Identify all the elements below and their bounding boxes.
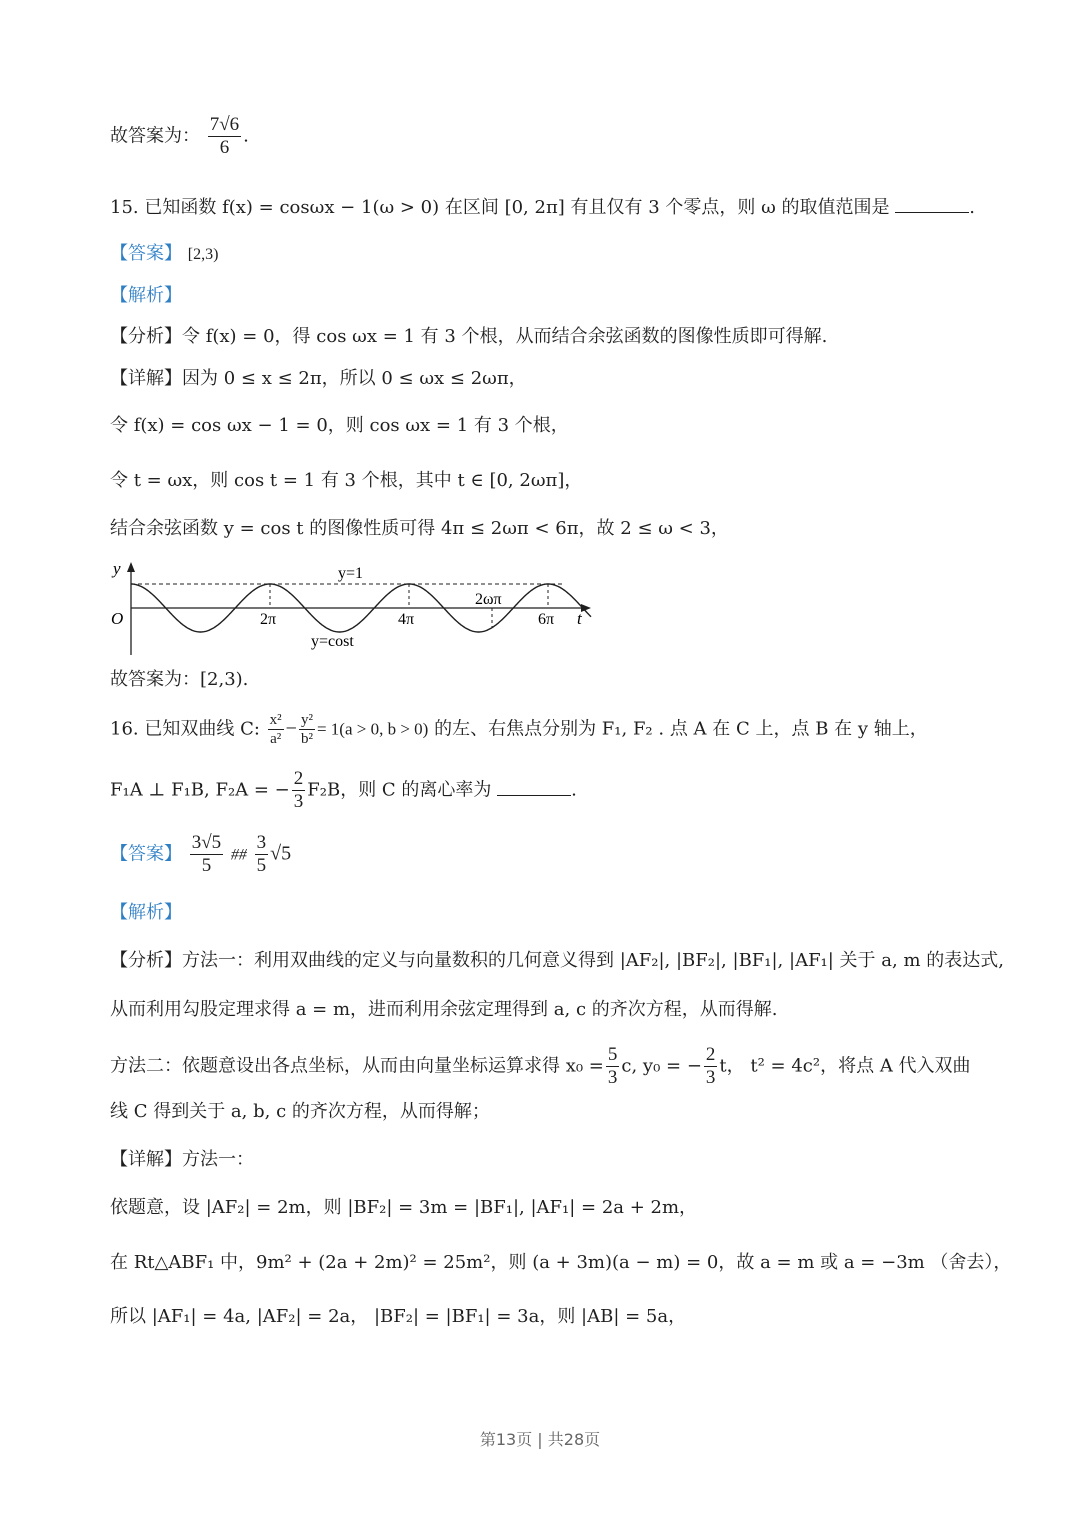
frac-den: 3	[705, 1067, 716, 1088]
frac-num: 2	[293, 768, 304, 789]
fenxi-15	[110, 324, 827, 350]
frac-num: 3	[256, 832, 267, 853]
final-answer-text: 故答案为：[2,3).	[110, 669, 249, 690]
frac-five-thirds	[606, 1044, 620, 1089]
question-16-line-1	[110, 711, 928, 748]
frac-num: 2	[705, 1044, 716, 1065]
answer-root: √5	[270, 842, 292, 865]
tick-label-2pi: 2π	[260, 611, 277, 628]
analysis-tag: 【解析】	[110, 285, 182, 306]
fenxi-text: t， t² = 4c²，将点 A 代入双曲	[719, 1055, 971, 1077]
frac-den: b²	[300, 731, 313, 747]
answer-prefix: 故答案为：	[110, 125, 200, 147]
answer-fraction-1	[190, 832, 223, 877]
question-text: 已知函数 f(x) = cosωx − 1(ω > 0) 在区间 [0, 2π] 有且仅有 3 个零点，则 ω 的取值范围是	[144, 197, 890, 218]
question-number: 15.	[110, 197, 139, 218]
tick-label-4pi: 4π	[398, 611, 415, 628]
frac-den: 5	[201, 855, 212, 876]
frac-den: 6	[219, 137, 230, 158]
frac-num: 5	[607, 1044, 618, 1065]
frac-den: 5	[256, 855, 267, 876]
fenxi-text: 从而利用勾股定理求得 a = m，进而利用余弦定理得到 a, c 的齐次方程，从而得解.	[110, 999, 778, 1020]
analysis-tag: 【解析】	[110, 902, 182, 923]
fenxi-tag: 【分析】	[110, 950, 182, 971]
xiangjie-tag: 【详解】	[110, 1149, 182, 1170]
frac-den: 3	[607, 1067, 618, 1088]
answer-row-15	[110, 241, 218, 268]
answer-blank	[497, 777, 571, 796]
frac-two-thirds	[292, 768, 306, 813]
fenxi-text: c, y₀ = −	[621, 1055, 702, 1077]
t-axis-label: t	[577, 609, 582, 628]
frac-num: 3√5	[191, 832, 222, 853]
frac-den: 3	[293, 791, 304, 812]
detail-16-3	[110, 1304, 686, 1330]
fenxi-text: 方法一：利用双曲线的定义与向量数积的几何意义得到 |AF₂|, |BF₂|, |BF₁|, |AF₁| 关于 a, m 的表达式,	[182, 950, 1004, 971]
answer-line-14: 故答案为： $\frac{7√6}{6}$ .	[110, 114, 249, 158]
detail-text: 令 f(x) = cos ωx − 1 = 0，则 cos ωx = 1 有 3 个根，	[110, 415, 569, 436]
fenxi-text: 方法二：依题意设出各点坐标，从而由向量坐标运算求得 x₀ =	[110, 1055, 604, 1077]
question-16-line-2: F₁A ⊥ F₁B, F₂A = − $\frac{2}{3}$ F₂B，则 C 的离心率为 .	[110, 768, 577, 812]
hyp-frac-y	[299, 711, 315, 748]
question-15: 15. 已知函数 f(x) = cosωx − 1(ω > 0) 在区间 [0, 2π] 有且仅有 3 个零点，则 ω 的取值范围是 .	[110, 194, 975, 221]
hyp-rest: = 1(a > 0, b > 0)	[316, 719, 429, 739]
hyp-frac-x	[268, 711, 284, 748]
detail-text: 方法一：	[182, 1149, 254, 1170]
answer-row-16	[110, 832, 291, 877]
answer-value: [2,3)	[187, 246, 219, 263]
frac-den: a²	[270, 731, 282, 747]
y-axis-label: y	[113, 560, 121, 578]
fenxi-text: 线 C 得到关于 a, b, c 的齐次方程，从而得解；	[110, 1101, 490, 1122]
cos-label: y=cost	[311, 633, 354, 650]
cosine-graph	[105, 560, 605, 660]
tick-label-2wpi: 2ωπ	[475, 591, 502, 608]
xiangjie-tag: 【详解】	[110, 368, 182, 389]
tick-label-6pi: 6π	[538, 611, 555, 628]
fenxi-text: 令 f(x) = 0，得 cos ωx = 1 有 3 个根，从而结合余弦函数的图像性质即可得解.	[182, 326, 828, 347]
answer-tag: 【答案】	[110, 243, 182, 264]
question-text: F₁A ⊥ F₁B, F₂A = −	[110, 779, 290, 801]
y-axis-arrow	[127, 562, 135, 572]
frac-num: y²	[300, 712, 313, 728]
answer-tag: 【答案】	[110, 843, 182, 865]
frac-two-thirds-b	[704, 1044, 718, 1089]
detail-text: 依题意，设 |AF₂| = 2m，则 |BF₂| = 3m = |BF₁|, |AF₁| = 2a + 2m，	[110, 1197, 698, 1218]
detail-15-1	[110, 366, 527, 392]
fenxi-16-2	[110, 997, 777, 1023]
origin-label: O	[111, 609, 124, 628]
frac-num: x²	[269, 712, 282, 728]
detail-text: 所以 |AF₁| = 4a, |AF₂| = 2a， |BF₂| = |BF₁| = 3a，则 |AB| = 5a，	[110, 1306, 687, 1327]
detail-text: 在 Rt△ABF₁ 中，9m² + (2a + 2m)² = 25m²，则 (a + 3m)(a − m) = 0，故 a = m 或 a = −3m （舍去），	[110, 1252, 1012, 1273]
detail-15-3	[110, 468, 582, 494]
fenxi-tag: 【分析】	[110, 326, 182, 347]
page-footer: 第13页 | 共28页	[479, 1430, 601, 1449]
detail-16-2	[110, 1250, 1011, 1276]
detail-text: 结合余弦函数 y = cos t 的图像性质可得 4π ≤ 2ωπ < 6π，故 2 ≤ ω < 3，	[110, 518, 729, 539]
answer-fraction	[208, 114, 241, 159]
question-text: F₂B，则 C 的离心率为	[307, 779, 492, 801]
answer-blank	[895, 194, 969, 213]
detail-text: 因为 0 ≤ x ≤ 2π，所以 0 ≤ ωx ≤ 2ωπ，	[182, 368, 527, 389]
detail-16-1	[110, 1195, 697, 1221]
minus-sign: −	[285, 717, 297, 740]
answer-separator: ##	[230, 846, 247, 864]
detail-15-2	[110, 413, 569, 439]
frac-num: 7√6	[209, 114, 240, 135]
fenxi-16-1	[110, 948, 1004, 974]
question-text: 的左、右焦点分别为 F₁, F₂ . 点 A 在 C 上，点 B 在 y 轴上，	[434, 718, 928, 740]
question-text: 已知双曲线 C:	[144, 718, 260, 740]
question-number: 16.	[110, 718, 139, 740]
detail-15-4	[110, 516, 729, 542]
answer-fraction-2	[255, 832, 269, 877]
detail-text: 令 t = ωx，则 cos t = 1 有 3 个根，其中 t ∈ [0, 2ωπ]，	[110, 470, 583, 491]
fenxi-16-4	[110, 1099, 490, 1125]
analysis-row-15	[110, 283, 182, 309]
y1-label: y=1	[338, 565, 364, 582]
detail-16-0	[110, 1147, 254, 1173]
fenxi-16-3	[110, 1044, 971, 1089]
final-answer-15	[110, 667, 248, 693]
analysis-row-16	[110, 900, 182, 926]
